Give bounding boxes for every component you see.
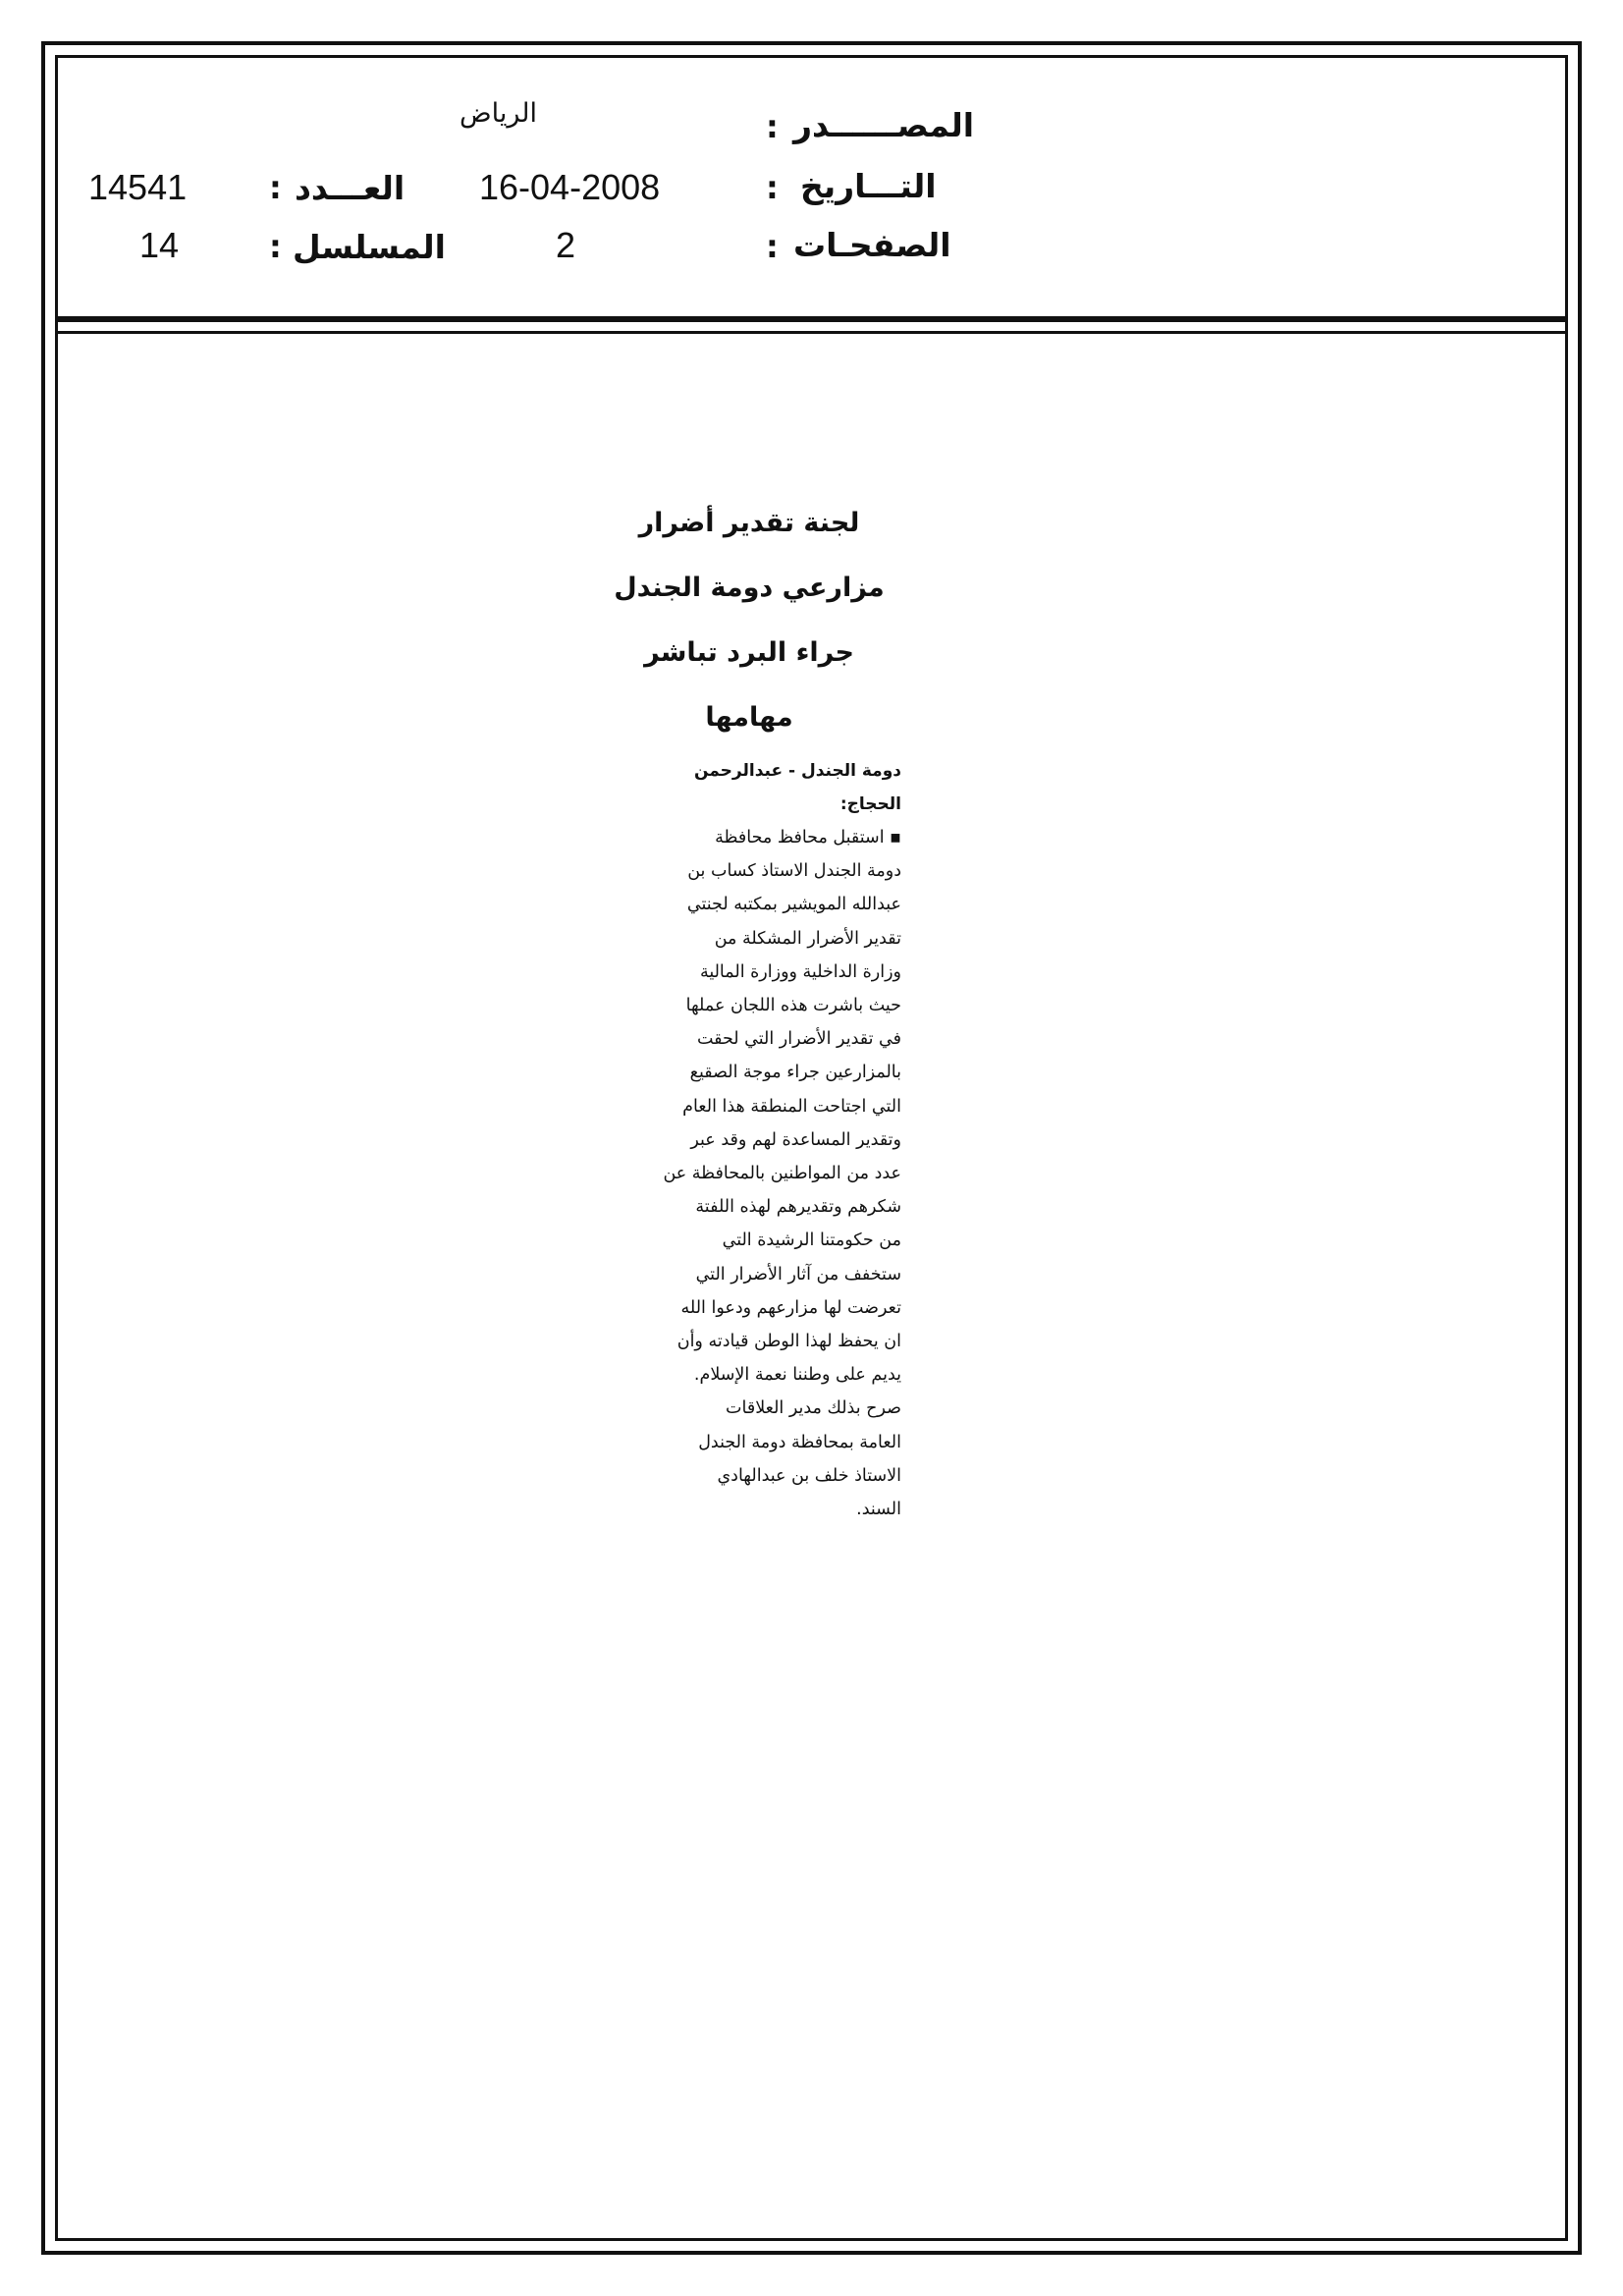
date-colon: : (766, 169, 779, 206)
news-clipping (607, 491, 931, 1526)
pages-value: 2 (556, 225, 576, 265)
header-divider-thick (55, 316, 1568, 322)
body-line: يديم على وطننا نعمة الإسلام. (693, 1365, 901, 1386)
article-headline (607, 491, 892, 750)
body-line: تقدير الأضرار المشكلة من (714, 928, 901, 949)
date-value: 16-04-2008 (479, 167, 661, 207)
body-line: حيث باشرت هذه اللجان عملها (685, 996, 901, 1016)
article-body (607, 821, 901, 1526)
headline-line: مزارعي دومة الجندل (614, 573, 885, 603)
body-line: الاستاذ خلف بن عبدالهادي (717, 1465, 901, 1486)
source-value: الرياض (460, 98, 538, 129)
body-line: صرح بذلك مدير العلاقات (726, 1398, 901, 1419)
byline-line: الحجاج: (839, 794, 901, 814)
byline-line: دومة الجندل - عبدالرحمن (693, 761, 901, 781)
pages-colon: : (766, 228, 779, 265)
body-line: عدد من المواطنين بالمحافظة عن (663, 1164, 901, 1184)
body-line: من حكومتنا الرشيدة التي (722, 1230, 901, 1251)
body-line: وتقدير المساعدة لهم وقد عبر (690, 1129, 901, 1150)
issue-colon: : (269, 169, 282, 206)
body-line: العامة بمحافظة دومة الجندل (698, 1432, 901, 1452)
body-line: دومة الجندل الاستاذ كساب بن (687, 861, 901, 882)
body-line: عبدالله المويشير بمكتبه لجنتي (686, 895, 901, 915)
body-line: في تقدير الأضرار التي لحقت (696, 1029, 901, 1050)
body-line: وزارة الداخلية ووزارة المالية (699, 961, 901, 982)
body-line: ستخفف من آثار الأضرار التي (695, 1264, 901, 1285)
headline-line: جراء البرد تباشر مهامها (644, 637, 854, 733)
source-label: المصــــــدر (793, 106, 975, 144)
pages-label: الصفحـات (793, 226, 951, 264)
body-line: شكرهم وتقديرهم لهذه اللفتة (695, 1197, 901, 1218)
serial-label: المسلسل (293, 228, 446, 266)
serial-value: 14 (139, 225, 180, 265)
body-line: ان يحفظ لهذا الوطن قيادته وأن (676, 1332, 901, 1352)
headline-line: لجنة تقدير أضرار (638, 508, 860, 538)
body-line: ▪ استقبل محافظ محافظة (715, 828, 901, 847)
body-line: تعرضت لها مزارعهم ودعوا الله (680, 1297, 901, 1318)
body-line: السند. (856, 1500, 901, 1520)
source-colon: : (766, 108, 779, 145)
issue-label: العـــدد (295, 169, 406, 207)
date-label: التـــاريخ (800, 167, 937, 205)
issue-value: 14541 (88, 167, 188, 207)
article-byline (607, 754, 901, 821)
serial-colon: : (269, 228, 282, 265)
header-divider-thin (55, 331, 1568, 334)
body-line: التي اجتاحت المنطقة هذا العام (682, 1096, 901, 1117)
body-line: بالمزارعين جراء موجة الصقيع (689, 1063, 901, 1083)
